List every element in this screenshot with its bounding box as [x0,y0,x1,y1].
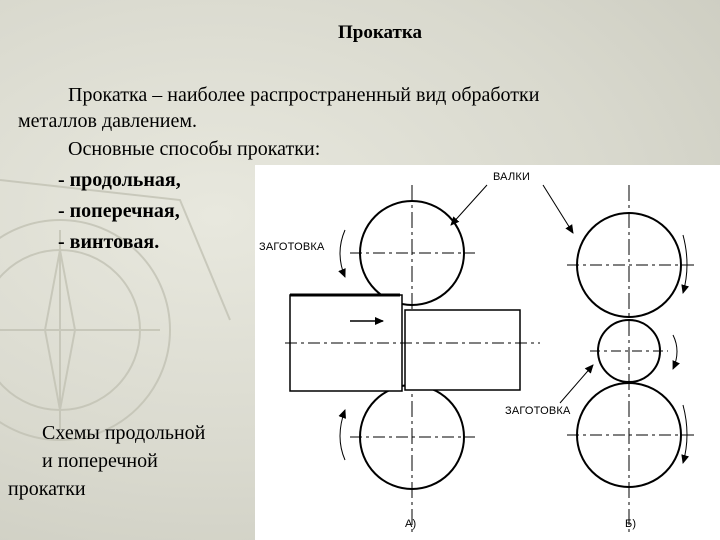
rolls-label-arrow-b [543,185,573,233]
scheme-b-workpiece-rotation-arrow [673,335,677,369]
method-screw: - винтовая. [58,231,160,253]
blank-b-label-arrow [560,365,593,403]
rolling-schemes-figure [255,165,720,540]
scheme-a-workpiece-rolled [405,310,520,390]
caption-line-2: и поперечной [42,450,158,472]
label-scheme-b: Б) [625,518,637,530]
scheme-b-top-rotation-arrow [683,235,687,293]
method-longitudinal: - продольная, [58,169,181,191]
label-blank-a: ЗАГОТОВКА [259,241,325,253]
caption-line-3: прокатки [8,478,86,500]
rolls-label-arrow-a [451,185,487,225]
caption-line-1: Схемы продольной [42,422,206,444]
intro-line-1: Прокатка – наиболее распространенный вид обработки [68,84,540,106]
label-rolls: ВАЛКИ [493,171,531,183]
method-transverse: - поперечная, [58,200,180,222]
rolling-schemes-drawing [255,165,720,540]
scheme-b [567,185,695,533]
scheme-b-bottom-rotation-arrow [683,405,687,463]
label-blank-b: ЗАГОТОВКА [505,405,571,417]
page-title: Прокатка [337,22,422,43]
scheme-a [285,185,540,533]
intro-line-3: Основные способы прокатки: [68,138,321,160]
scheme-a-top-rotation-arrow [340,230,345,277]
intro-line-2: металлов давлением. [18,110,198,132]
scheme-a-bottom-rotation-arrow [340,410,345,460]
label-scheme-a: А) [405,518,417,530]
